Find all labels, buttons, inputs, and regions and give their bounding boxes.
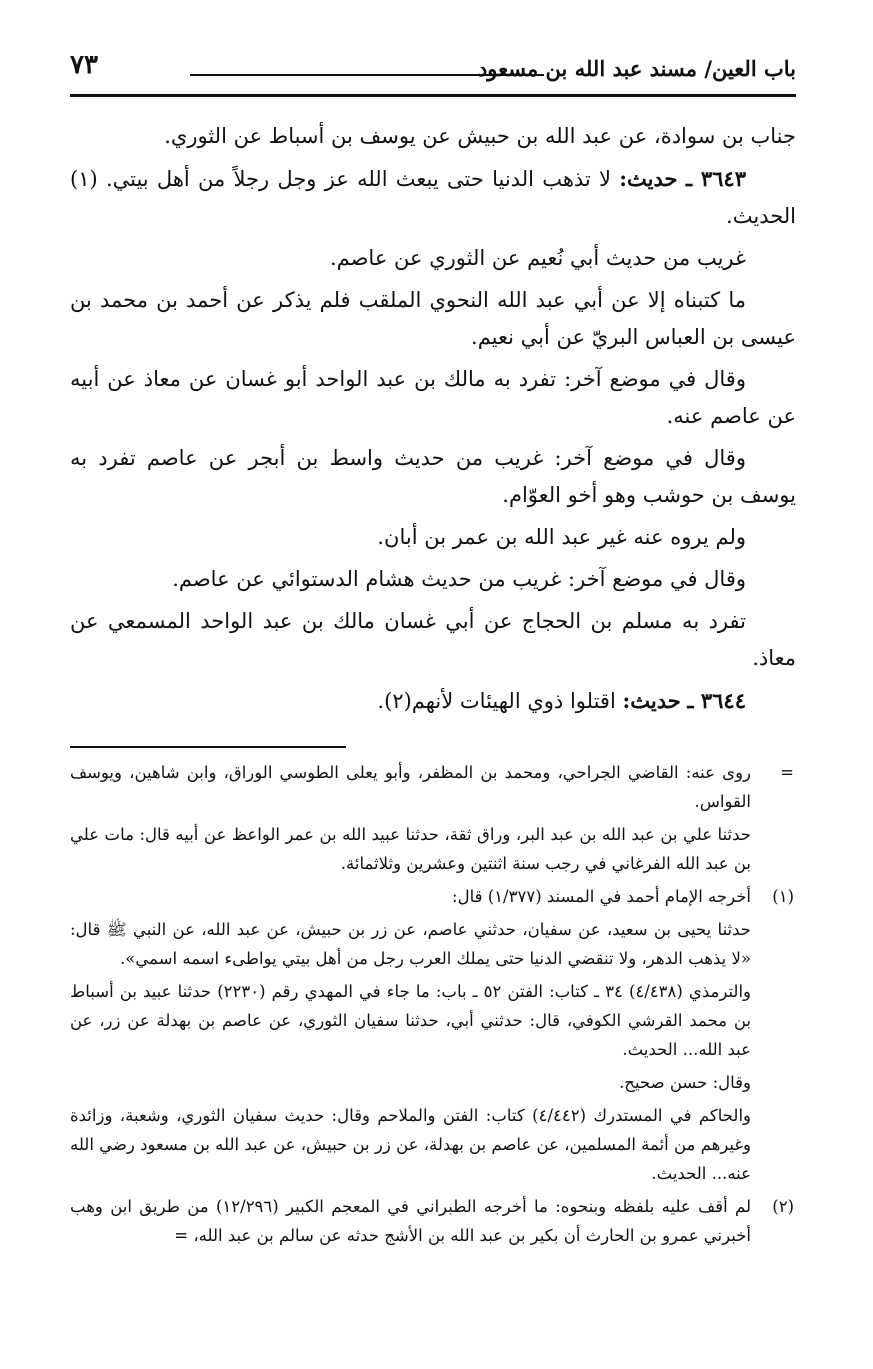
footnote-paragraph: حدثنا علي بن عبد الله بن عبد البر، وراق ثقة، حدثنا عبيد الله بن عمر الواعظ عن أبيه قال: مات علي بن عبد الله الفرغاني في رجب سنة اثنتين وعشرين وثلاثمائة. (70, 825, 751, 873)
footnote-text: أخرجه الإمام أحمد في المسند (١/٣٧٧) قال: (452, 887, 751, 906)
footnote-paragraph: والترمذي (٤/٤٣٨) ٣٤ ـ كتاب: الفتن ٥٢ ـ باب: ما جاء في المهدي رقم (٢٢٣٠) حدثنا عبيد بن أسباط بن محمد القرشي الكوفي، قال: حدثني أبي، حدثنا سفيان الثوري، عن عاصم بن بهدلة عن زر، عن عبد الله... الحديث. (70, 982, 752, 1059)
footnote-continuation (70, 758, 796, 816)
continuation-marker: = (780, 763, 794, 782)
paragraph: وقال في موضع آخر: غريب من حديث هشام الدستوائي عن عاصم. (172, 567, 746, 591)
paragraph: ولم يروه عنه غير عبد الله بن عمر بن أبان. (377, 525, 746, 549)
page-number: ٧٣ (70, 50, 98, 80)
footnote-paragraph: والحاكم في المستدرك (٤/٤٤٢) كتاب: الفتن والملاحم وقال: حديث سفيان الثوري، وشعبة، وزائدة وغيرهم من أئمة المسلمين، عن عاصم بن بهدلة، عن زر بن حبيش، عن عبد الله بن مسعود رضي الله عنه... الحديث. (70, 1106, 752, 1183)
paragraph: وقال في موضع آخر: تفرد به مالك بن عبد الواحد أبو غسان عن معاذ عن أبيه عن عاصم عنه. (70, 367, 796, 428)
header-rule (190, 74, 544, 76)
hadith-3643 (70, 160, 796, 235)
footnote-text: لم أقف عليه بلفظه وبنحوه: ما أخرجه الطبراني في المعجم الكبير (١٢/٢٩٦) من طريق ابن وهب أخبرني عمرو بن الحارث أن بكير بن عبد الله بن الأشج حدثه عن سالم بن عبد الله، (70, 1197, 751, 1245)
footnote-paragraph: حدثنا يحيى بن سعيد، عن سفيان، حدثني عاصم، عن زر بن حبيش، عن عبد الله، عن النبي ﷺ قال: «لا يذهب الدهر، ولا تنقضي الدنيا حتى يملك العرب رجل من أهل بيتي يواطىء اسمه اسمي». (70, 920, 751, 968)
footnotes (70, 758, 796, 1254)
hadith-text: لا تذهب الدنيا حتى يبعث الله عز وجل رجلاً من أهل بيتي. (١) الحديث. (70, 167, 796, 228)
hadith-label: حديث: (622, 688, 681, 713)
paragraph: جناب بن سوادة، عن عبد الله بن حبيش عن يوسف بن أسباط عن الثوري. (164, 124, 796, 148)
hadith-number: ٣٦٤٤ ـ (687, 688, 746, 713)
hadith-number: ٣٦٤٣ ـ (685, 166, 746, 191)
paragraph: وقال في موضع آخر: غريب من حديث واسط بن أبجر عن عاصم تفرد به يوسف بن حوشب وهو أخو العوّام. (70, 446, 796, 507)
footnote-marker: (١) (772, 887, 794, 906)
paragraph: غريب من حديث أبي نُعيم عن الثوري عن عاصم. (329, 246, 746, 270)
footnote-marker: (٢) (772, 1197, 794, 1216)
hadith-label: حديث: (619, 166, 678, 191)
hadith-text: اقتلوا ذوي الهيئات لأنهم(٢). (377, 689, 616, 713)
footnote-separator (70, 746, 346, 748)
main-text (70, 118, 796, 725)
footnote-text: روى عنه: القاضي الجراحي، ومحمد بن المظفر، وأبو يعلى الطوسي الوراق، وابن شاهين، ويوسف القواس. (70, 763, 751, 811)
paragraph: ما كتبناه إلا عن أبي عبد الله النحوي الملقب فلم يذكر عن أحمد بن محمد بن عيسى بن العباس البريّ عن أبي نعيم. (70, 288, 796, 349)
paragraph: تفرد به مسلم بن الحجاج عن أبي غسان مالك بن عبد الواحد المسمعي عن معاذ. (70, 609, 796, 670)
footnote-paragraph: وقال: حسن صحيح. (619, 1073, 751, 1092)
hadith-3644 (70, 682, 796, 720)
running-header (70, 44, 796, 97)
footnote-2 (70, 1192, 796, 1250)
chapter-title: باب العين/ مسند عبد الله بن مسعود (477, 56, 796, 81)
footnote-1 (70, 882, 796, 911)
continuation-marker: = (174, 1226, 189, 1245)
